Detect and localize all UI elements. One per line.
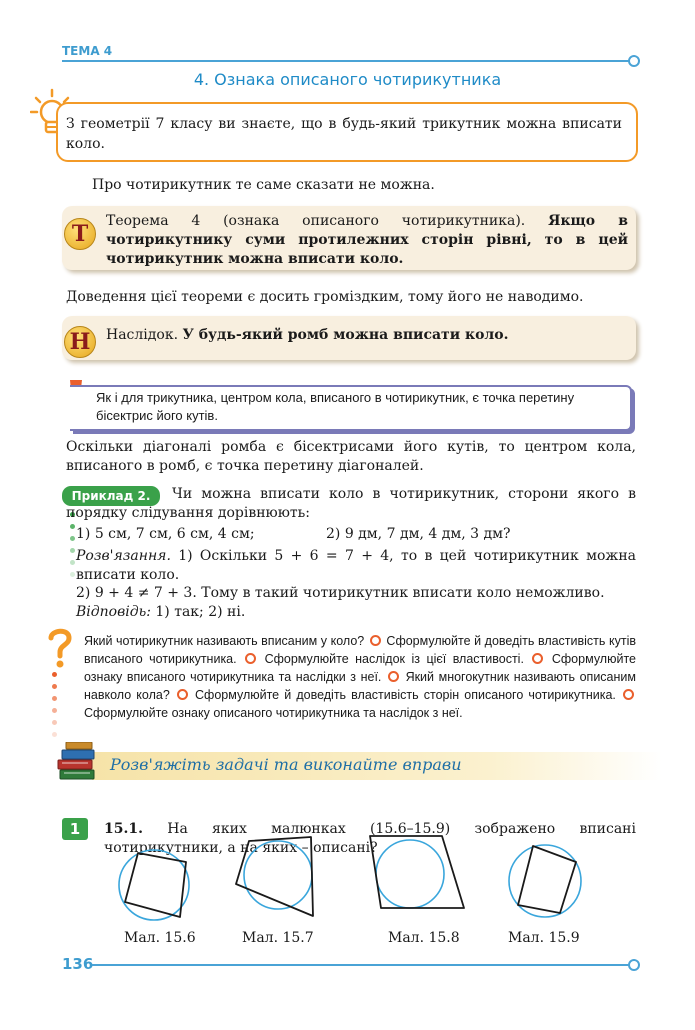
proof-note: Доведення цієї теореми є досить громіздким, тому його не наводимо. <box>66 289 584 305</box>
figure-15-6 <box>112 838 202 932</box>
page-number: 136 <box>62 955 94 973</box>
corollary-badge-icon: Н <box>64 326 96 358</box>
intro-after-text: Про чотирикутник те саме сказати не можна. <box>92 177 435 193</box>
example-part2: 2) 9 дм, 7 дм, 4 дм, 3 дм? <box>326 526 511 542</box>
rhombus-paragraph: Оскільки діагоналі ромба є бісектрисами його кутів, то центром кола, вписаного в ромб, є точка перетину діагоналей. <box>66 439 636 474</box>
figure-15-8 <box>366 832 466 926</box>
exercise-number: 15.1. <box>104 821 143 837</box>
answer-label: Відповідь: <box>76 604 151 620</box>
rule-end-circle <box>628 959 640 971</box>
question-item: Сформулюйте ознаку вписаного чотирикутника та наслідки з неї. <box>84 652 636 684</box>
exercises-banner-text: Розв'яжіть задачі та виконайте вправи <box>110 755 462 774</box>
theorem-text <box>106 212 628 269</box>
question-item: Який многокутник називають описаним навколо кола? <box>84 670 636 702</box>
rule-end-circle <box>628 55 640 67</box>
question-mark-icon <box>46 626 74 674</box>
level-badge: 1 <box>62 818 88 840</box>
solution1-text: 1) Оскільки 5 + 6 = 7 + 4, то в цей чотирикутник можна вписати коло. <box>76 548 636 583</box>
figure-caption: Мал. 15.9 <box>508 930 580 946</box>
note-text: Як і для трикутника, центром кола, вписаного в чотирикутник, є точка перетину бісектрис його кутів. <box>96 390 575 423</box>
bullet-circle-icon <box>245 653 256 664</box>
question-dots <box>52 672 57 744</box>
answer-text: 1) так; 2) ні. <box>155 604 246 620</box>
question-item: Який чотирикутник називають вписаним у коло? <box>84 634 365 648</box>
figure-caption: Мал. 15.7 <box>242 930 314 946</box>
corollary-label: Наслідок. <box>106 327 179 343</box>
question-item: Сформулюйте й доведіть властивість кутів вписаного чотирикутника. <box>84 634 636 666</box>
theorem-statement: Якщо в чотирикутнику суми протилежних сторін рівні, то в цей чотирикутник можна вписати коло. <box>106 213 629 267</box>
example-badge: Приклад 2. <box>62 486 160 506</box>
theorem-label: Теорема 4 (ознака описаного чотирикутника). <box>106 213 526 229</box>
bullet-circle-icon <box>388 671 399 682</box>
question-item: Сформулюйте й доведіть властивість сторін описаного чотирикутника. <box>195 688 616 702</box>
figure-caption: Мал. 15.8 <box>388 930 460 946</box>
example-answer <box>76 603 636 622</box>
intro-text: З геометрії 7 класу ви знаєте, що в будь-який трикутник можна вписати коло. <box>66 116 622 152</box>
footer-rule <box>92 964 630 966</box>
question-item: Сформулюйте наслідок із цієї властивості. <box>264 652 524 666</box>
question-item: Сформулюйте ознаку описаного чотирикутника та наслідок з неї. <box>84 706 463 720</box>
figure-15-7 <box>232 832 332 936</box>
figure-caption: Мал. 15.6 <box>124 930 196 946</box>
books-icon <box>56 742 100 786</box>
figure-15-9 <box>504 840 584 924</box>
example-solution1 <box>76 547 636 585</box>
corollary-text <box>106 326 628 345</box>
corollary-statement: У будь-який ромб можна вписати коло. <box>182 327 509 343</box>
solution-label: Розв'язання. <box>76 548 171 564</box>
topic-label: ТЕМА 4 <box>62 44 113 58</box>
example-solution2: 2) 9 + 4 ≠ 7 + 3. Тому в такий чотирикутник вписати коло неможливо. <box>76 585 605 601</box>
bullet-circle-icon <box>370 635 381 646</box>
questions-text <box>84 632 636 722</box>
section-title: 4. Ознака описаного чотирикутника <box>193 70 502 89</box>
bullet-circle-icon <box>623 689 634 700</box>
example-question: Чи можна вписати коло в чотирикутник, сторони якого в порядку слідування дорівнюють: <box>66 486 636 521</box>
exercise-question: На яких малюнках (15.6–15.9) зображено вписані чотирикутники, а на яких – описані? <box>104 821 636 856</box>
header-rule <box>62 60 630 62</box>
theorem-badge-icon: Т <box>64 218 96 250</box>
bullet-circle-icon <box>177 689 188 700</box>
bullet-circle-icon <box>532 653 543 664</box>
example-part1: 1) 5 см, 7 см, 6 см, 4 см; <box>76 526 255 542</box>
